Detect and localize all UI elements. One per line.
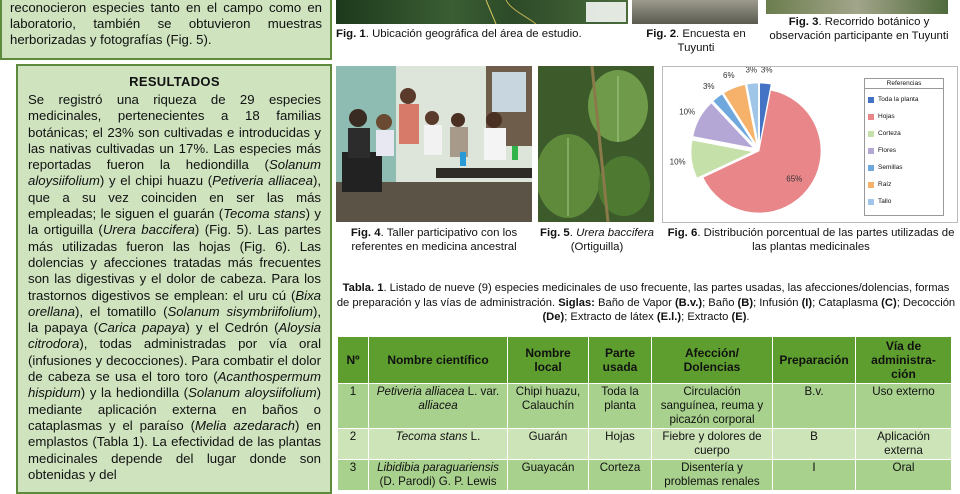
results-heading: RESULTADOS <box>129 74 220 89</box>
legend-title: Referencias <box>865 79 943 89</box>
table-header-row <box>338 337 952 384</box>
fig4-workshop-photo <box>336 66 532 222</box>
col-header-preparation: Preparación <box>773 337 856 384</box>
fig6-text: . Distribución porcentual de las partes utilizadas de las plantas medicinales <box>697 227 955 253</box>
workshop-scene-graphic <box>336 66 532 222</box>
cell-number: 3 <box>338 460 369 491</box>
fig2-number: Fig. 2 <box>646 28 677 40</box>
legend-swatch <box>868 148 874 154</box>
legend-item <box>868 91 940 108</box>
legend-item <box>868 159 940 176</box>
table-row <box>338 384 952 429</box>
fig3-caption <box>762 15 956 43</box>
col-header-ailment: Afección/ Dolencias <box>652 337 773 384</box>
results-section <box>16 64 332 494</box>
cell-local-name: Guarán <box>508 429 589 460</box>
legend-label: Toda la planta <box>878 96 919 103</box>
fig1-caption <box>336 27 630 41</box>
legend-label: Flores <box>878 147 897 154</box>
cell-ailment: Circulación sanguínea, reuma y picazón corporal <box>652 384 773 429</box>
legend-label: Tallo <box>878 198 892 205</box>
cell-preparation: B <box>773 429 856 460</box>
legend-swatch <box>868 182 874 188</box>
pie-data-label: 10% <box>669 157 686 167</box>
col-header-number: Nº <box>338 337 369 384</box>
leaf-graphic <box>538 66 654 222</box>
cell-ailment: Fiebre y dolores de cuerpo <box>652 429 773 460</box>
cell-part-used: Toda la planta <box>589 384 652 429</box>
cell-scientific-name: Libidibia paraguariensis (D. Parodi) G. P. Lewis <box>369 460 508 491</box>
legend-label: Hojas <box>878 113 895 120</box>
fig4-number: Fig. 4 <box>350 227 381 239</box>
pie-data-label: 65% <box>786 174 803 184</box>
pie-data-label: 3% <box>760 67 773 75</box>
fig3-number: Fig. 3 <box>788 16 819 28</box>
methods-paragraph: reconocieron especies tanto en el campo como en laboratorio, también se obtuvieron muestras herborizadas y fotografías (Fig. 5). <box>10 0 322 47</box>
cell-preparation: I <box>773 460 856 491</box>
legend-swatch <box>868 199 874 205</box>
legend-label: Raíz <box>878 181 892 188</box>
fig6-caption <box>666 226 956 254</box>
cell-administration: Aplicación externa <box>856 429 952 460</box>
col-header-part-used: Parte usada <box>589 337 652 384</box>
col-header-scientific-name: Nombre científico <box>369 337 508 384</box>
pie-data-label: 3% <box>745 67 758 75</box>
fig6-number: Fig. 6 <box>667 227 698 239</box>
legend-label: Semillas <box>878 164 903 171</box>
cell-ailment: Disentería y problemas renales <box>652 460 773 491</box>
results-paragraph: Se registró una riqueza de 29 especies medicinales, pertenecientes a 18 familias botánicas; el 23% son cultivadas e introducidas y las nativas cultivadas un 17%. Las especies más reportadas fueron la hediondilla (Solanum aloysiifolium) y el chipi huazu (Petiveria alliacea), que a su vez coinciden en ser las más empleadas; le siguen el guarán (Tecoma stans) y la ortiguilla (Urera baccifera) (Fig. 5). Las partes más utilizadas fueron las hojas (Fig. 6). Las dolencias y afecciones tratadas más frecuentes son las digestivas y el dolor de cabeza. Para los trastornos digestivos se emplean: el uru cú (Bixa orellana), el tomatillo (Solanum sisymbriifolium), la papaya (Carica papaya) y el Cedrón (Aloysia citrodora), todas administradas por vía oral (infusiones y decocciones). Para combatir el dolor de cabeza se usa el toro toro (Acanthospermum hispidum) y la hediondilla (Solanum aloysiifolium) mediante aplicación externa en baños o cataplasmas y el paraíso (Melia azedarach) en emplastos (Tabla 1). La efectividad de las plantas medicinales depende del lugar donde son obtenidas y del <box>28 92 322 482</box>
cell-number: 1 <box>338 384 369 429</box>
pie-chart-svg <box>663 67 863 222</box>
pie-legend <box>864 78 944 216</box>
legend-swatch <box>868 97 874 103</box>
legend-swatch <box>868 165 874 171</box>
table-row <box>338 429 952 460</box>
pie-data-label: 3% <box>702 82 715 92</box>
table-row <box>338 460 952 491</box>
fig1-text: . Ubicación geográfica del área de estudio. <box>365 28 582 40</box>
legend-swatch <box>868 131 874 137</box>
pie-data-label: 10% <box>679 107 696 117</box>
fig3-text: . Recorrido botánico y observación participante en Tuyunti <box>769 16 949 42</box>
cell-local-name: Guayacán <box>508 460 589 491</box>
legend-label: Corteza <box>878 130 901 137</box>
fig4-caption <box>336 226 532 254</box>
cell-local-name: Chipi huazu, Calauchín <box>508 384 589 429</box>
fig2-caption <box>636 27 756 55</box>
cell-scientific-name: Tecoma stans L. <box>369 429 508 460</box>
map-roads-graphic <box>336 0 628 24</box>
legend-swatch <box>868 114 874 120</box>
fig4-text: . Taller participativo con los referentes en medicina ancestral <box>351 227 518 253</box>
fig2-survey-photo <box>632 0 758 24</box>
legend-item <box>868 125 940 142</box>
legend-item <box>868 142 940 159</box>
legend-item <box>868 108 940 125</box>
pie-data-label: 6% <box>723 70 735 80</box>
fig5-caption <box>538 226 656 254</box>
methods-text-box <box>0 0 332 60</box>
legend-item <box>868 176 940 193</box>
species-table <box>337 336 952 491</box>
cell-preparation: B.v. <box>773 384 856 429</box>
legend-items <box>865 89 943 212</box>
col-header-local-name: Nombre local <box>508 337 589 384</box>
cell-administration: Uso externo <box>856 384 952 429</box>
legend-item <box>868 193 940 210</box>
cell-number: 2 <box>338 429 369 460</box>
fig1-number: Fig. 1 <box>336 28 366 40</box>
cell-administration: Oral <box>856 460 952 491</box>
table-caption: Tabla. 1. Listado de nueve (9) especies medicinales de uso frecuente, las partes usadas, las afecciones/dolencias, formas de preparación y las vías de administración. Siglas: Baño de Vapor (B.v.); Baño (B); Infusión (I); Cataplasma (C); Decocción (De); Extracto de látex (E.l.); Extracto (E). <box>336 282 956 323</box>
fig2-text: . Encuesta en Tuyunti <box>676 28 746 54</box>
cell-part-used: Corteza <box>589 460 652 491</box>
fig3-botanical-walk-photo <box>766 0 948 14</box>
cell-part-used: Hojas <box>589 429 652 460</box>
fig5-text: . Urera baccifera (Ortiguilla) <box>569 227 654 253</box>
col-header-administration: Vía de administra-ción <box>856 337 952 384</box>
fig5-number: Fig. 5 <box>540 227 570 239</box>
fig5-urera-photo <box>538 66 654 222</box>
fig1-map-image <box>336 0 628 24</box>
cell-scientific-name: Petiveria alliacea L. var. alliacea <box>369 384 508 429</box>
